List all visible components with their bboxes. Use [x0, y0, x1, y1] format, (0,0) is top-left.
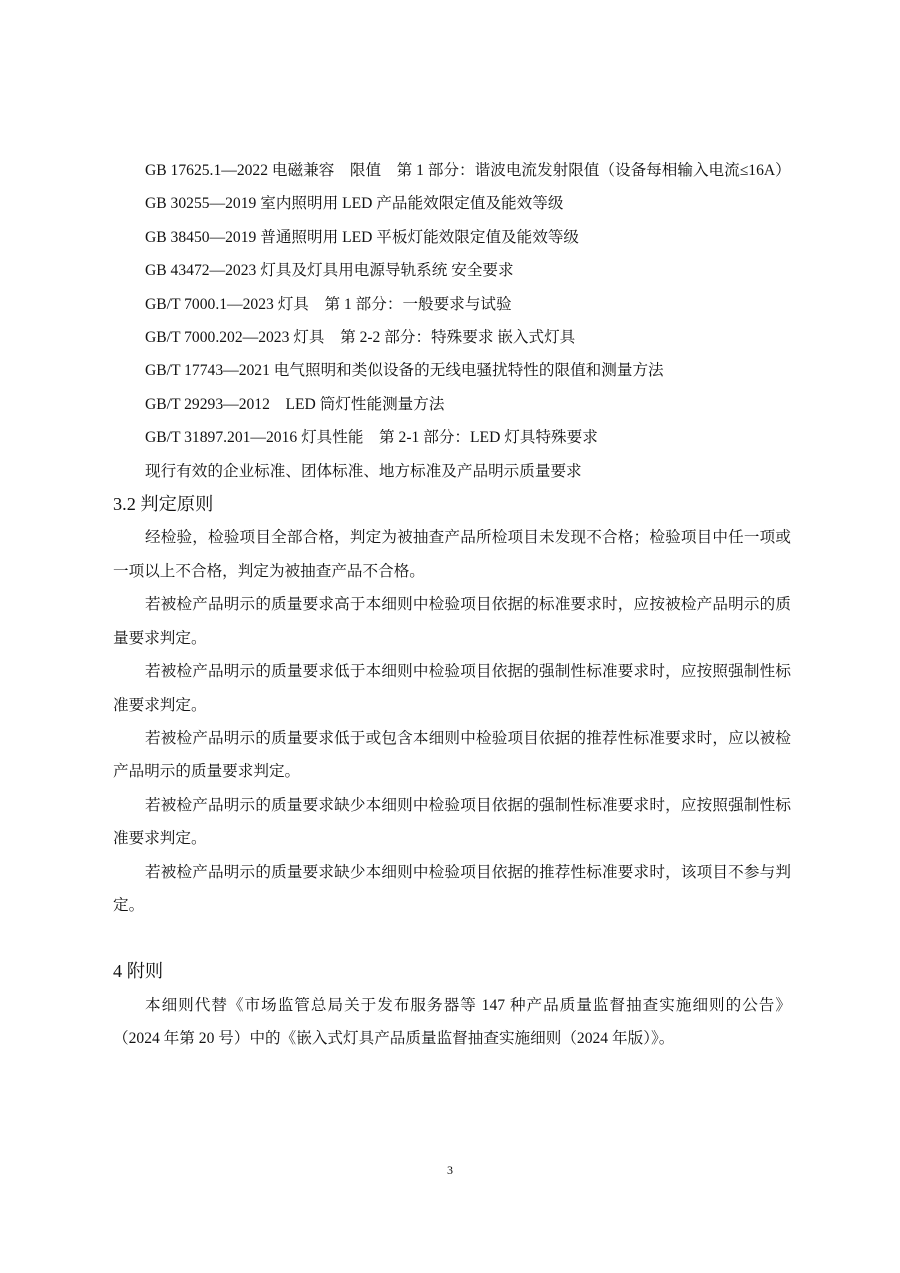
reference-standard: GB/T 31897.201—2016 灯具性能 第 2-1 部分：LED 灯具特殊要求	[145, 429, 598, 447]
paragraph: 若被检产品明示的质量要求缺少本细则中检验项目依据的推荐性标准要求时，该项目不参与判定。	[113, 863, 791, 914]
reference-standard: GB/T 17743—2021 电气照明和类似设备的无线电骚扰特性的限值和测量方法	[145, 362, 664, 380]
section-heading-4: 4 附则	[113, 961, 164, 982]
paragraph: 若被检产品明示的质量要求低于本细则中检验项目依据的强制性标准要求时，应按照强制性标准要求判定。	[113, 663, 791, 714]
document-page	[113, 154, 791, 1056]
paragraph: 若被检产品明示的质量要求低于或包含本细则中检验项目依据的推荐性标准要求时，应以被检产品明示的质量要求判定。	[113, 729, 791, 781]
reference-standard: GB 17625.1—2022 电磁兼容 限值 第 1 部分：谐波电流发射限值（设备每相输入电流≤16A）	[145, 162, 791, 179]
reference-standard: GB/T 29293—2012 LED 筒灯性能测量方法	[145, 395, 445, 413]
paragraph: 本细则代替《市场监管总局关于发布服务器等 147 种产品质量监督抽查实施细则的公告》（2024 年第 20 号）中的《嵌入式灯具产品质量监督抽查实施细则（2024 年版）》。	[113, 996, 791, 1048]
spacer	[113, 922, 791, 955]
reference-standard: GB/T 7000.202—2023 灯具 第 2-2 部分：特殊要求 嵌入式灯具	[145, 329, 576, 347]
page-number: 3	[447, 1163, 453, 1177]
paragraph: 若被检产品明示的质量要求高于本细则中检验项目依据的标准要求时，应按被检产品明示的质量要求判定。	[113, 596, 791, 647]
paragraph: 若被检产品明示的质量要求缺少本细则中检验项目依据的强制性标准要求时，应按照强制性标准要求判定。	[113, 796, 791, 848]
section-heading-3-2: 3.2 判定原则	[113, 494, 214, 515]
reference-standard: GB 43472—2023 灯具及灯具用电源导轨系统 安全要求	[145, 262, 514, 280]
reference-standard: 现行有效的企业标准、团体标准、地方标准及产品明示质量要求	[145, 462, 582, 480]
reference-standard: GB/T 7000.1—2023 灯具 第 1 部分：一般要求与试验	[145, 295, 512, 313]
reference-standard-list	[113, 154, 791, 488]
paragraph: 经检验，检验项目全部合格，判定为被抽查产品所检项目未发现不合格；检验项目中任一项或一项以上不合格，判定为被抽查产品不合格。	[113, 529, 791, 580]
reference-standard: GB 30255—2019 室内照明用 LED 产品能效限定值及能效等级	[145, 195, 564, 213]
reference-standard: GB 38450—2019 普通照明用 LED 平板灯能效限定值及能效等级	[145, 228, 580, 246]
